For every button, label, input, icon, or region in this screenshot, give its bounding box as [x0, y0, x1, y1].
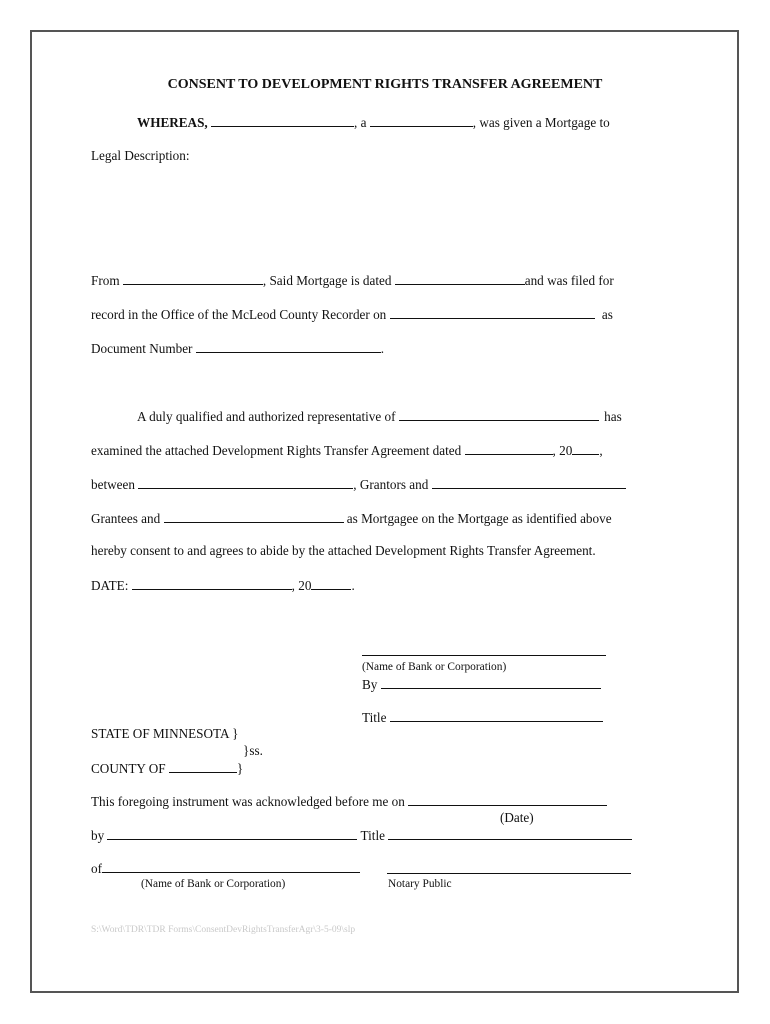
by-label: By	[362, 677, 378, 692]
document-number-label: Document Number	[91, 341, 193, 356]
examined-comma: ,	[599, 443, 603, 458]
year-field[interactable]	[311, 577, 351, 590]
state-label: STATE OF MINNESOTA }	[91, 726, 239, 741]
county-close: }	[236, 761, 244, 776]
legal-description-label: Legal Description:	[91, 148, 190, 163]
bank-name-signature-line[interactable]	[362, 655, 606, 656]
whereas-a: , a	[354, 115, 367, 130]
mortgagor-type-field[interactable]	[370, 114, 473, 127]
county-label: COUNTY OF	[91, 761, 166, 776]
acknowledgment-date-field[interactable]	[408, 793, 607, 806]
by-line	[362, 676, 601, 693]
representative-has: has	[604, 409, 622, 424]
grantees-and-label: Grantees and	[91, 511, 161, 526]
representative-line	[137, 408, 622, 425]
title-label: Title	[362, 710, 387, 725]
examined-comma-20: , 20	[552, 443, 573, 458]
ack-by-field[interactable]	[107, 827, 357, 840]
ack-title-label: Title	[360, 828, 385, 843]
representative-text: A duly qualified and authorized representative of	[137, 409, 396, 424]
date-label: DATE:	[91, 578, 129, 593]
ack-by-line	[91, 827, 632, 844]
agreement-year-field[interactable]	[572, 442, 599, 455]
title-line	[362, 709, 603, 726]
said-mortgage-label: , Said Mortgage is dated	[262, 273, 392, 288]
record-line	[91, 306, 613, 323]
title-field[interactable]	[390, 709, 603, 722]
consent-line: hereby consent to and agrees to abide by the attached Development Rights Transfer Agreement.	[91, 543, 596, 558]
notary-signature-line[interactable]	[387, 873, 631, 874]
ack-title-field[interactable]	[388, 827, 632, 840]
ack-of-field[interactable]	[102, 860, 360, 873]
grantees-line	[91, 510, 612, 527]
date-field[interactable]	[132, 577, 292, 590]
ss-label: }ss.	[243, 743, 263, 758]
representative-of-field[interactable]	[399, 408, 599, 421]
ack-of-line	[91, 860, 360, 877]
grantors-field[interactable]	[138, 476, 353, 489]
record-text: record in the Office of the McLeod County Recorder on	[91, 307, 387, 322]
county-field[interactable]	[169, 760, 237, 773]
acknowledgment-line	[91, 793, 607, 810]
record-as: as	[601, 307, 613, 322]
by-signature-field[interactable]	[381, 676, 601, 689]
filed-for-label: and was filed for	[524, 273, 614, 288]
grantors-and-label: , Grantors and	[353, 477, 429, 492]
whereas-line	[137, 114, 610, 131]
ack-bank-name-label: (Name of Bank or Corporation)	[141, 878, 286, 890]
ack-by-label: by	[91, 828, 105, 843]
footer-file-path: S:\Word\TDR\TDR Forms\ConsentDevRightsTransferAgr\3-5-09\slp	[91, 925, 356, 935]
mortgagee-field[interactable]	[164, 510, 344, 523]
recorded-date-field[interactable]	[390, 306, 595, 319]
whereas-tail: , was given a Mortgage to	[472, 115, 610, 130]
ack-of-label: of	[91, 861, 102, 876]
examined-text: examined the attached Development Rights Transfer Agreement dated	[91, 443, 462, 458]
document-number-period: .	[380, 341, 385, 356]
county-line	[91, 760, 243, 777]
acknowledgment-date-label: (Date)	[500, 810, 534, 825]
date-line	[91, 577, 355, 594]
grantees-name-field[interactable]	[432, 476, 626, 489]
document-title: CONSENT TO DEVELOPMENT RIGHTS TRANSFER AGREEMENT	[167, 77, 603, 92]
from-field[interactable]	[123, 272, 263, 285]
date-period: .	[351, 578, 355, 593]
date-comma-20: , 20	[291, 578, 312, 593]
mortgagor-name-field[interactable]	[211, 114, 354, 127]
whereas-lead: WHEREAS,	[137, 115, 208, 130]
notary-public-label: Notary Public	[388, 878, 452, 890]
document-number-field[interactable]	[196, 340, 381, 353]
document-number-line	[91, 340, 384, 357]
as-mortgagee-text: as Mortgagee on the Mortgage as identified above	[346, 511, 612, 526]
from-label: From	[91, 273, 120, 288]
acknowledgment-text: This foregoing instrument was acknowledged before me on	[91, 794, 405, 809]
mortgage-date-field[interactable]	[395, 272, 525, 285]
examined-line	[91, 442, 603, 459]
between-line	[91, 476, 626, 493]
between-label: between	[91, 477, 135, 492]
agreement-date-field[interactable]	[465, 442, 553, 455]
bank-name-label: (Name of Bank or Corporation)	[362, 661, 507, 673]
from-line	[91, 272, 614, 289]
